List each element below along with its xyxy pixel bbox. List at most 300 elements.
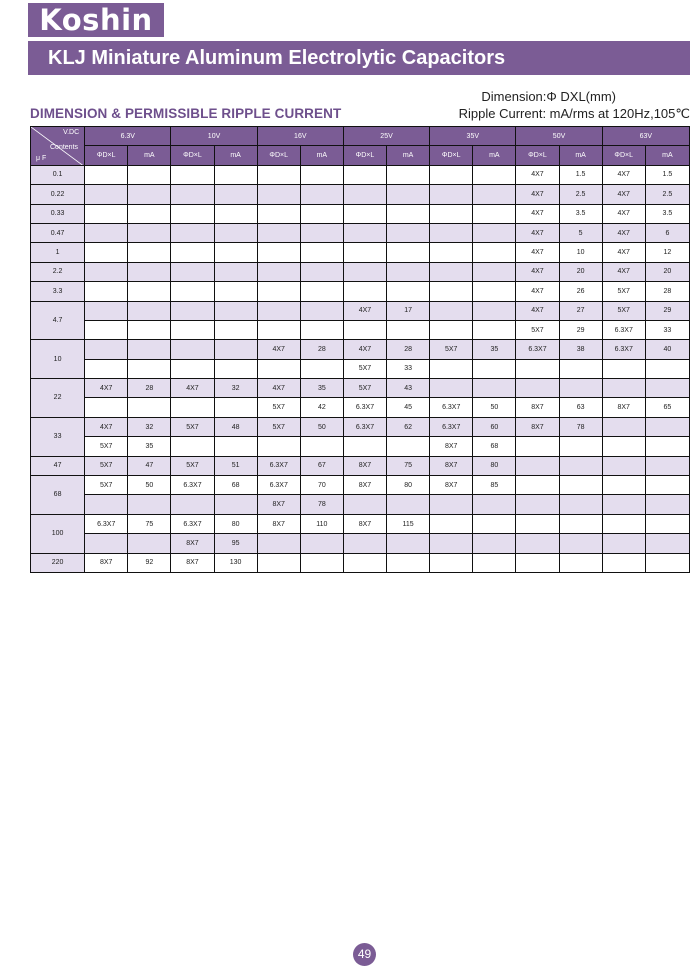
dxl-cell [430,320,473,339]
dxl-cell [257,359,300,378]
dxl-cell [430,359,473,378]
spec-table [30,126,690,573]
section-title: DIMENSION & PERMISSIBLE RIPPLE CURRENT [30,106,342,121]
table-row [31,359,690,378]
ma-cell [473,301,516,320]
capacitance-cell: 1 [31,243,85,262]
ma-cell: 33 [645,320,689,339]
ma-cell [645,514,689,533]
table-row [31,495,690,514]
ma-cell [300,320,343,339]
capacitance-cell: 100 [31,514,85,553]
dxl-cell: 4X7 [602,165,645,184]
dxl-cell [257,553,300,572]
dxl-cell [257,165,300,184]
table-row [31,553,690,572]
voltage-header: 25V [343,127,429,146]
dxl-cell: 8X7 [171,553,214,572]
ma-cell [387,262,430,281]
ma-cell [387,437,430,456]
ma-cell [214,243,257,262]
capacitance-cell: 47 [31,456,85,475]
ma-cell [473,165,516,184]
dxl-cell: 5X7 [602,282,645,301]
dxl-cell [430,553,473,572]
ma-cell: 40 [645,340,689,359]
dimension-note: Dimension:Φ DXL(mm) [481,89,616,104]
subheader-row [31,146,690,165]
dxl-cell [171,204,214,223]
ma-cell [300,553,343,572]
dxl-cell [343,223,386,242]
dxl-cell: 5X7 [343,359,386,378]
dxl-header: ΦD×L [257,146,300,165]
ma-cell [128,165,171,184]
ma-cell: 50 [473,398,516,417]
ma-cell [214,437,257,456]
table-row [31,514,690,533]
dxl-cell: 4X7 [516,165,559,184]
dxl-cell [85,243,128,262]
dxl-cell: 8X7 [516,398,559,417]
vdc-label: V.DC [63,129,80,136]
ma-header: mA [559,146,602,165]
dxl-cell [171,185,214,204]
dxl-cell [171,262,214,281]
ma-cell [128,301,171,320]
dxl-cell [85,340,128,359]
ma-header: mA [473,146,516,165]
dxl-cell [85,320,128,339]
ma-cell: 110 [300,514,343,533]
dxl-cell [85,398,128,417]
ma-cell [473,185,516,204]
dxl-cell: 5X7 [430,340,473,359]
ma-cell [473,553,516,572]
ma-header: mA [128,146,171,165]
dxl-cell: 4X7 [171,379,214,398]
ma-cell [300,534,343,553]
ma-cell [473,262,516,281]
dxl-cell [602,495,645,514]
ma-header: mA [300,146,343,165]
dxl-cell: 6.3X7 [602,340,645,359]
table-row [31,282,690,301]
dxl-cell [343,185,386,204]
ma-cell: 65 [645,398,689,417]
ma-cell [387,282,430,301]
voltage-header: 10V [171,127,257,146]
ma-cell: 35 [128,437,171,456]
ma-cell [128,223,171,242]
dxl-cell [430,223,473,242]
dxl-cell [516,379,559,398]
capacitance-cell: 2.2 [31,262,85,281]
dxl-cell: 8X7 [257,495,300,514]
ma-cell: 62 [387,417,430,436]
dxl-header: ΦD×L [343,146,386,165]
dxl-cell [257,223,300,242]
ma-cell: 32 [128,417,171,436]
dxl-cell [430,534,473,553]
ma-cell [214,185,257,204]
dxl-cell [602,514,645,533]
ma-header: mA [214,146,257,165]
dxl-cell [257,301,300,320]
ma-cell [559,359,602,378]
ma-cell [559,534,602,553]
contents-label: Contents [50,144,79,151]
voltage-header-row [31,127,690,146]
dxl-header: ΦD×L [85,146,128,165]
ma-cell [559,379,602,398]
dxl-cell: 4X7 [343,301,386,320]
ma-cell: 33 [387,359,430,378]
ma-cell [214,359,257,378]
dxl-cell: 8X7 [430,476,473,495]
dxl-cell [343,495,386,514]
dxl-cell: 4X7 [516,204,559,223]
ma-cell: 60 [473,417,516,436]
ma-cell [387,534,430,553]
dxl-cell [171,359,214,378]
ma-cell [645,437,689,456]
ma-cell [300,262,343,281]
dxl-cell [171,301,214,320]
ma-cell: 1.5 [645,165,689,184]
dxl-cell [171,165,214,184]
dxl-cell [171,437,214,456]
dxl-cell: 4X7 [516,262,559,281]
ma-cell: 3.5 [559,204,602,223]
dxl-cell: 4X7 [257,340,300,359]
ma-cell [387,223,430,242]
dxl-cell [516,553,559,572]
dxl-cell: 6.3X7 [257,456,300,475]
ma-cell: 115 [387,514,430,533]
dxl-cell: 4X7 [602,223,645,242]
ma-cell [559,553,602,572]
uf-label: μ F [36,154,47,162]
dxl-cell: 4X7 [516,243,559,262]
ma-cell [387,320,430,339]
dxl-header: ΦD×L [430,146,473,165]
dxl-cell [85,282,128,301]
ma-cell [214,301,257,320]
dxl-cell: 4X7 [85,417,128,436]
dxl-cell: 4X7 [602,262,645,281]
dxl-cell [516,495,559,514]
dxl-cell [602,534,645,553]
dxl-cell: 8X7 [430,456,473,475]
dxl-cell: 8X7 [85,553,128,572]
ma-cell: 63 [559,398,602,417]
capacitance-cell: 4.7 [31,301,85,340]
dxl-cell [602,456,645,475]
ma-cell: 6 [645,223,689,242]
dxl-cell: 6.3X7 [343,417,386,436]
ma-cell: 51 [214,456,257,475]
ma-cell: 67 [300,456,343,475]
ma-cell: 28 [300,340,343,359]
dxl-cell [171,398,214,417]
dxl-cell [430,165,473,184]
dxl-cell [430,301,473,320]
ma-cell [214,262,257,281]
ma-cell [559,476,602,495]
dxl-cell [257,320,300,339]
table-row [31,340,690,359]
dxl-cell: 4X7 [516,301,559,320]
voltage-header: 35V [430,127,516,146]
dxl-cell: 8X7 [257,514,300,533]
ma-cell [300,437,343,456]
dxl-cell [516,359,559,378]
dxl-cell [257,282,300,301]
ma-cell: 20 [645,262,689,281]
dxl-cell [430,495,473,514]
dxl-cell [516,514,559,533]
dxl-cell: 4X7 [85,379,128,398]
ma-cell: 3.5 [645,204,689,223]
dxl-cell [343,262,386,281]
dxl-cell: 4X7 [602,204,645,223]
ma-cell [128,204,171,223]
voltage-header: 50V [516,127,602,146]
ma-cell [214,340,257,359]
ma-cell: 45 [387,398,430,417]
dxl-cell: 5X7 [171,456,214,475]
dxl-cell [257,185,300,204]
ma-cell: 12 [645,243,689,262]
dxl-cell [85,185,128,204]
dxl-cell [430,262,473,281]
capacitance-cell: 0.33 [31,204,85,223]
capacitance-cell: 220 [31,553,85,572]
dxl-cell [430,243,473,262]
table-row [31,534,690,553]
table-row [31,165,690,184]
ma-cell: 75 [387,456,430,475]
dxl-cell: 6.3X7 [343,398,386,417]
ma-cell: 32 [214,379,257,398]
ma-cell: 35 [300,379,343,398]
ma-cell [300,243,343,262]
dxl-cell [516,534,559,553]
dxl-cell: 4X7 [516,223,559,242]
dxl-cell: 5X7 [257,417,300,436]
ma-cell: 27 [559,301,602,320]
dxl-cell: 5X7 [343,379,386,398]
ma-cell [128,398,171,417]
dxl-cell [85,359,128,378]
dxl-cell: 8X7 [602,398,645,417]
voltage-header: 6.3V [85,127,171,146]
ma-cell [473,204,516,223]
dxl-cell: 4X7 [602,243,645,262]
dxl-cell: 4X7 [516,185,559,204]
ma-cell [300,282,343,301]
ma-cell [214,165,257,184]
ma-cell: 80 [473,456,516,475]
dxl-header: ΦD×L [171,146,214,165]
dxl-cell: 5X7 [257,398,300,417]
dxl-cell: 6.3X7 [257,476,300,495]
ma-cell: 42 [300,398,343,417]
ma-cell [645,456,689,475]
ma-cell: 28 [128,379,171,398]
table-row [31,243,690,262]
ma-cell [300,359,343,378]
dxl-cell [343,282,386,301]
ma-cell: 5 [559,223,602,242]
dxl-cell [343,437,386,456]
dxl-cell [85,223,128,242]
ma-cell: 78 [300,495,343,514]
dxl-cell [430,185,473,204]
ma-cell [645,495,689,514]
ma-cell [473,359,516,378]
ma-cell [128,534,171,553]
ma-cell [128,320,171,339]
ma-cell [128,340,171,359]
dxl-cell [430,282,473,301]
dxl-cell: 8X7 [171,534,214,553]
ma-cell [300,223,343,242]
ma-cell: 26 [559,282,602,301]
dxl-cell: 8X7 [343,456,386,475]
ma-cell [559,495,602,514]
ma-cell [387,165,430,184]
dxl-cell [85,204,128,223]
ma-cell: 28 [387,340,430,359]
ma-cell: 2.5 [645,185,689,204]
ma-cell: 80 [214,514,257,533]
dxl-cell [602,359,645,378]
ma-cell [645,417,689,436]
table-row [31,185,690,204]
ma-cell [128,185,171,204]
dxl-cell [171,243,214,262]
dxl-cell [516,456,559,475]
dxl-cell [602,379,645,398]
ma-cell: 29 [645,301,689,320]
ma-cell [473,379,516,398]
dxl-cell [343,320,386,339]
dxl-cell: 5X7 [171,417,214,436]
ma-cell [300,165,343,184]
dxl-cell [171,223,214,242]
dxl-cell [257,204,300,223]
dxl-cell [171,495,214,514]
capacitance-cell: 10 [31,340,85,379]
voltage-header: 16V [257,127,343,146]
ma-cell: 28 [645,282,689,301]
ma-cell [214,223,257,242]
dxl-cell: 4X7 [343,340,386,359]
table-corner [31,127,85,166]
ma-cell: 29 [559,320,602,339]
dxl-cell [430,514,473,533]
ma-cell: 92 [128,553,171,572]
dxl-cell [430,204,473,223]
dxl-cell [171,320,214,339]
dxl-cell [602,476,645,495]
ma-cell [214,204,257,223]
ma-cell [128,359,171,378]
ma-cell: 48 [214,417,257,436]
ma-cell: 130 [214,553,257,572]
dxl-cell [257,437,300,456]
ma-cell: 85 [473,476,516,495]
dxl-cell [516,476,559,495]
dxl-cell [257,243,300,262]
ma-cell [214,320,257,339]
capacitance-cell: 3.3 [31,282,85,301]
ma-cell [387,204,430,223]
brand-logo: Koshin [28,3,164,37]
ma-cell [214,398,257,417]
capacitance-cell: 0.47 [31,223,85,242]
dxl-cell [430,379,473,398]
dxl-cell [516,437,559,456]
table-row [31,301,690,320]
dxl-cell: 8X7 [430,437,473,456]
ma-cell [473,495,516,514]
ma-cell: 20 [559,262,602,281]
dxl-cell [343,553,386,572]
capacitance-cell: 22 [31,379,85,418]
voltage-header: 63V [602,127,689,146]
table-row [31,417,690,436]
dxl-cell [85,165,128,184]
ma-cell [473,282,516,301]
dxl-cell [343,204,386,223]
table-row [31,456,690,475]
ma-cell: 95 [214,534,257,553]
dxl-cell [602,553,645,572]
ma-cell [473,243,516,262]
dxl-cell [171,282,214,301]
ma-cell [559,514,602,533]
ma-cell: 50 [300,417,343,436]
ma-cell: 68 [473,437,516,456]
ma-cell [128,282,171,301]
ma-cell [645,359,689,378]
dxl-cell [257,262,300,281]
ma-cell [645,476,689,495]
ma-cell: 38 [559,340,602,359]
ma-cell [387,553,430,572]
dxl-cell [85,534,128,553]
table-row [31,223,690,242]
ma-cell [300,185,343,204]
table-row [31,204,690,223]
ma-cell [387,495,430,514]
dxl-cell [171,340,214,359]
dxl-cell [85,301,128,320]
ma-cell: 50 [128,476,171,495]
title-banner [28,41,690,75]
dxl-cell: 5X7 [85,437,128,456]
ma-cell [559,437,602,456]
dxl-cell: 4X7 [516,282,559,301]
dxl-cell [85,262,128,281]
dxl-cell: 5X7 [602,301,645,320]
dxl-cell: 6.3X7 [516,340,559,359]
dxl-cell: 6.3X7 [430,417,473,436]
dxl-cell: 4X7 [257,379,300,398]
